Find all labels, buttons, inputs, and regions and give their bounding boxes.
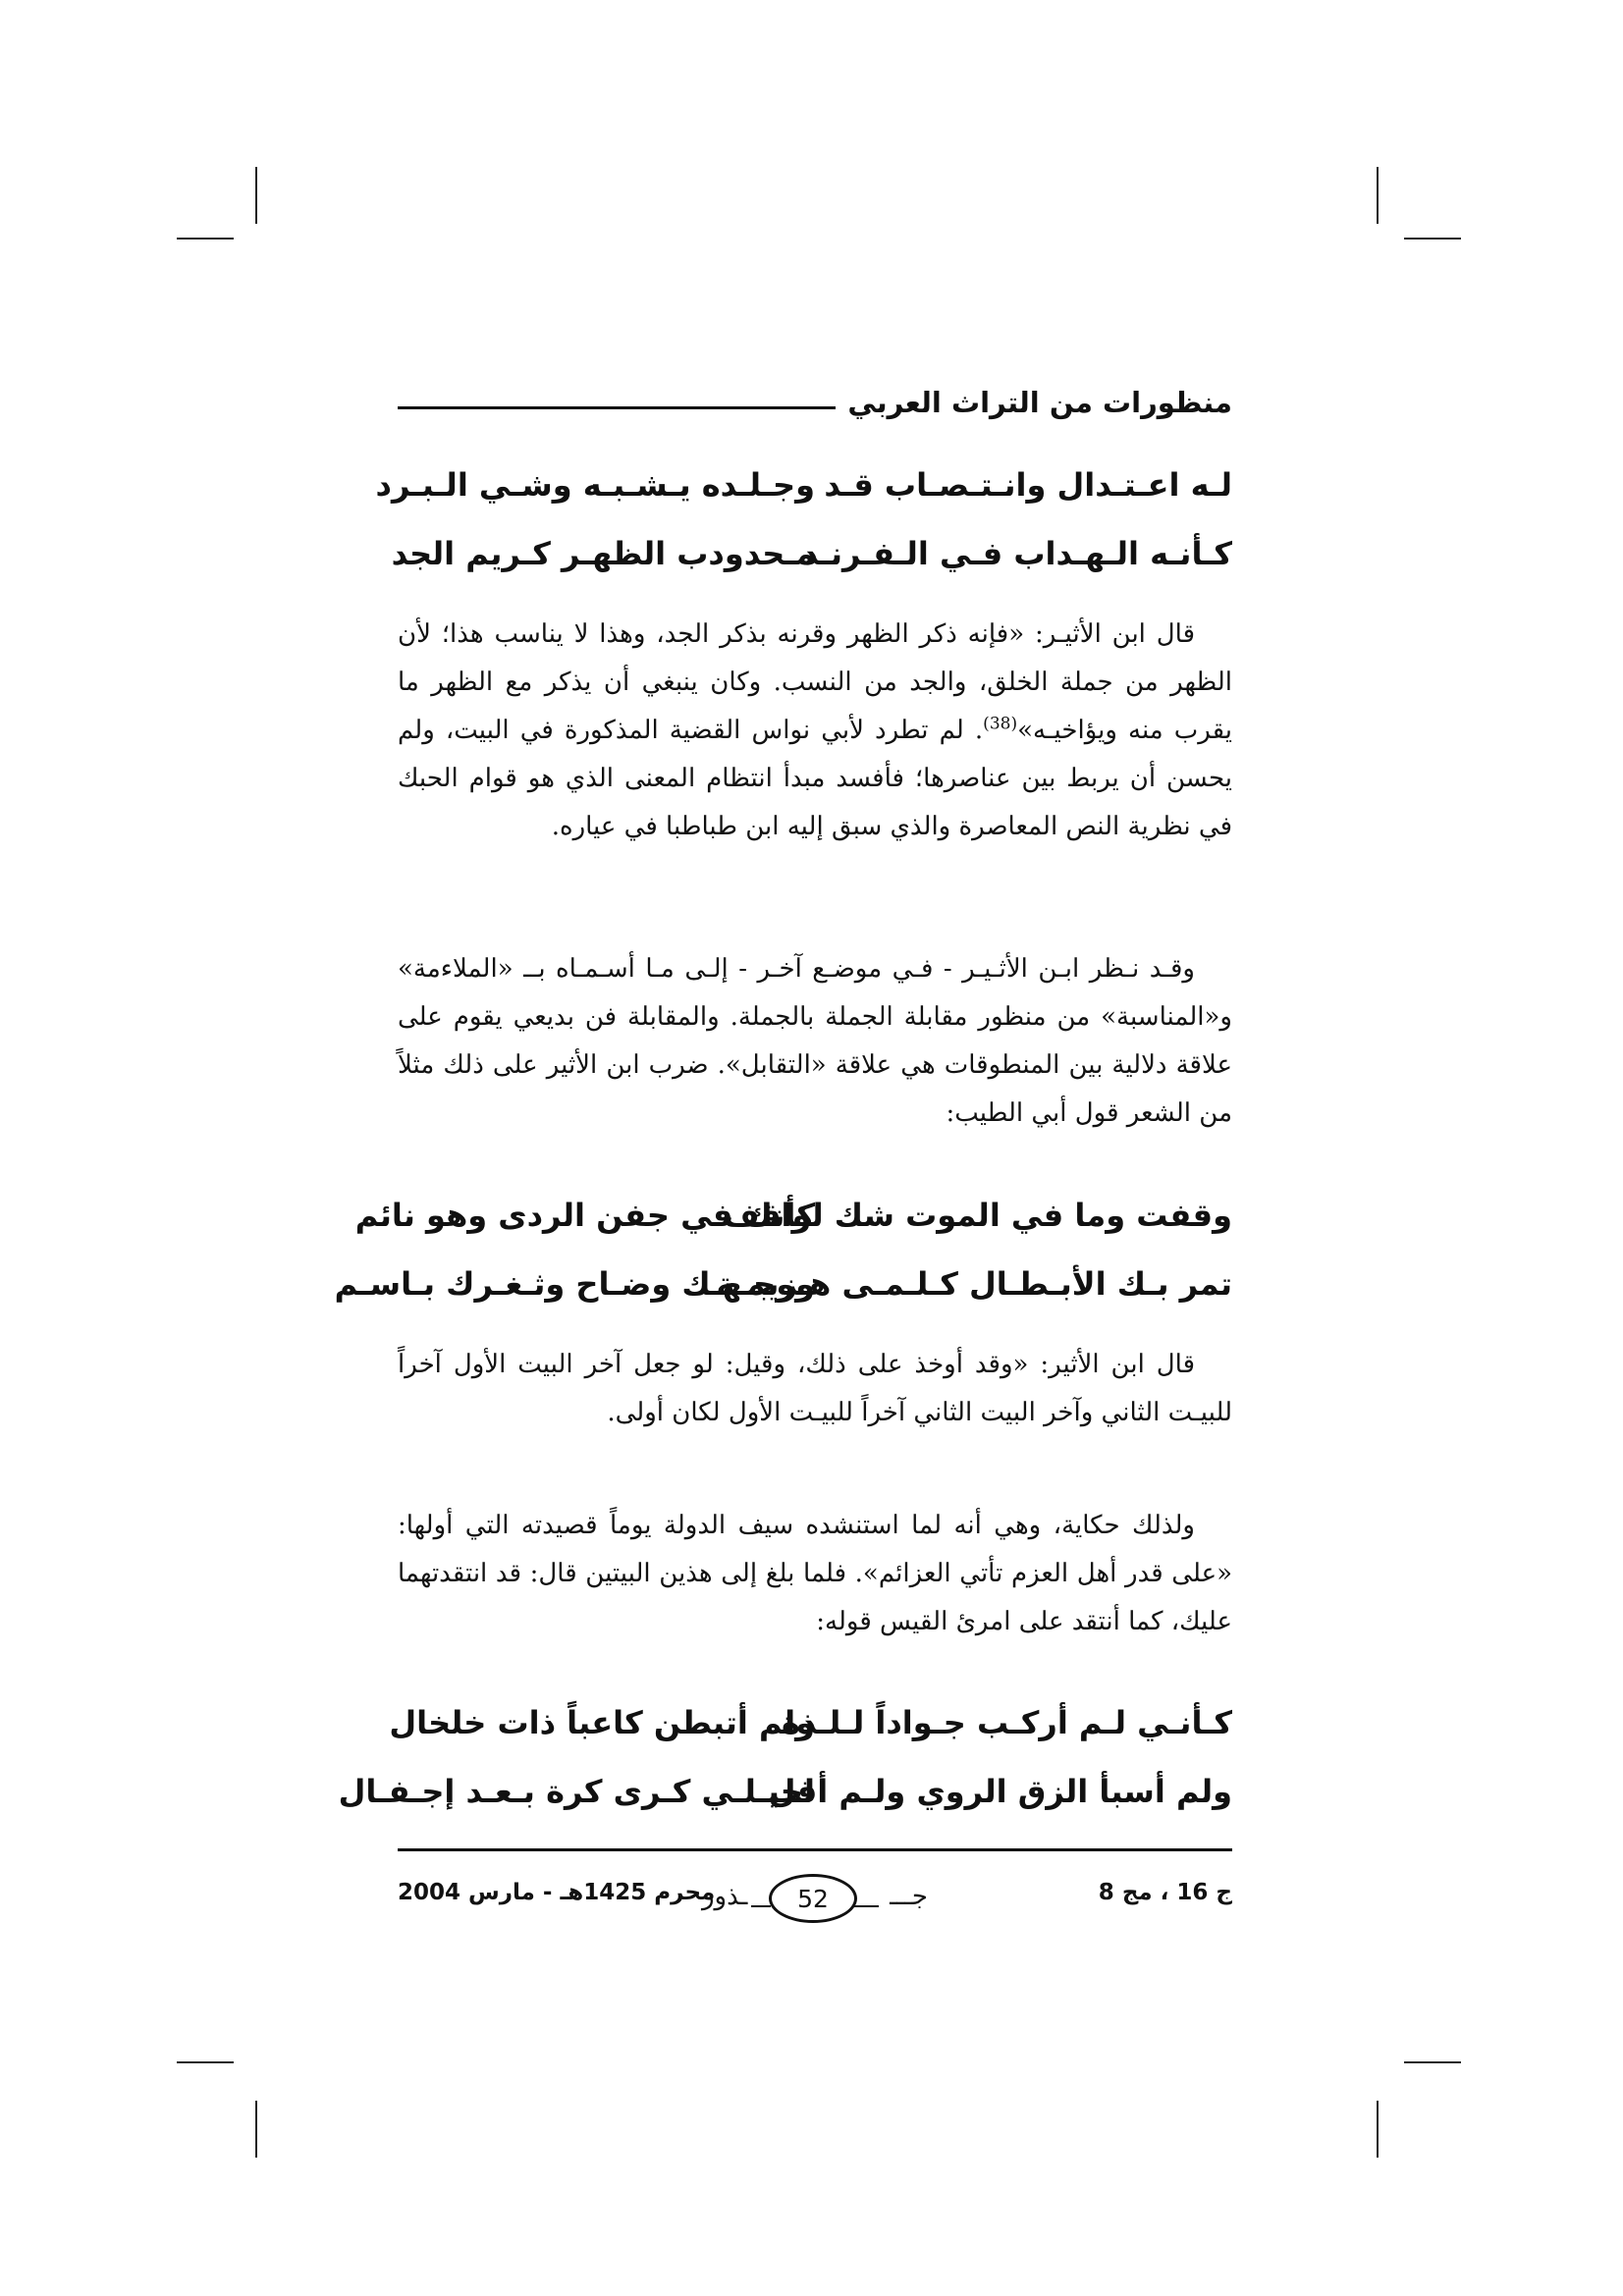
crop-mark [177,2061,234,2063]
header-rule [398,406,836,409]
page-number: 52 [769,1874,857,1923]
verse-second-hemistich: ووجـهـك وضـاح وثـغـرك بـاسـم [334,1265,815,1303]
volume-issue: ج 16 ، مج 8 [1098,1880,1232,1905]
verse-line [338,1760,1232,1823]
running-header [398,373,1232,432]
issue-date: محرم 1425هـ - مارس 2004 [398,1880,716,1905]
verse-first-hemistich: تمر بـك الأبـطـال كـلـمـى هـزيمـة [716,1265,1232,1303]
magazine-name-start: جـــ [890,1882,928,1911]
verse-second-hemistich: ولم أتبطن كاعباً ذات خلخال [389,1704,815,1741]
crop-mark [1377,2101,1379,2158]
logo-line [751,1905,771,1907]
verse-line [375,454,1232,516]
body-paragraph [398,611,1232,851]
paragraph-text: قال ابن الأثيـر: «فإنه ذكر الظهر وقرنه بذكر الجد، وهذا لا يناسب هذا؛ لأن الظهر من جملة الخلق، والجد من النسب. وكان ينبغي أن يذكر مع الظهر ما يقرب منه ويؤاخيـه» [398,619,1233,745]
verse-line [334,1253,1232,1315]
page-footer [398,1870,1232,1929]
body-paragraph: ولذلك حكاية، وهي أنه لما استنشده سيف الدولة يوماً قصيدته التي أولها: «على قدر أهل العزم تأتي العزائم». فلما بلغ إلى هذين البيتين قال: قد انتقدتهما عليك، كما أنتقد على امرئ القيس قوله: [398,1511,1232,1636]
verse-first-hemistich: ولم أسبأ الزق الروي ولـم أقل [768,1773,1232,1810]
paragraph-text: . لم تطرد لأبي نواس القضية المذكورة في البيت، ولم يحسن أن يربط بين عناصرها؛ فأفسد مبدأ انتظام المعنى الذي هو قوام الحبك في نظرية النص المعاصرة والذي سبق إليه ابن طباطبا في عياره. [398,716,1232,841]
header-title: منظورات من التراث العربي [847,386,1232,419]
crop-mark [255,167,257,224]
crop-mark [1377,167,1379,224]
body-paragraph: وقـد نـظر ابـن الأثـيـر - فـي موضـع آخـر - إلـى مـا أسـمـاه بــ «الملاءمة» و«المناسبة» من منظور مقابلة الجملة بالجملة. والمقابلة فن بديعي يقوم على علاقة دلالية بين المنطوقات هي علاقة «التقابل». ضرب ابن الأثير على ذلك مثلاً من الشعر قول أبي الطيب: [398,954,1232,1128]
verse-first-hemistich: كـأنـه الـهـداب فـي الـفـرنـد [801,535,1232,572]
verse-first-hemistich: لـه اعـتـدال وانـتـصـاب قـد [824,466,1232,504]
verse-first-hemistich: كـأنـي لـم أركـب جـواداً لـلـذة [781,1704,1232,1741]
verse-line [389,1691,1232,1754]
crop-mark [255,2101,257,2158]
document-page [334,373,1233,1944]
verse-line [391,522,1232,585]
crop-mark [1404,2061,1461,2063]
verse-first-hemistich: وقفت وما في الموت شك لواقف [723,1197,1232,1234]
footnote-marker[interactable]: (38) [983,714,1018,734]
crop-mark [177,238,234,240]
body-paragraph: قال ابن الأثير: «وقد أوخذ على ذلك، وقيل: لو جعل آخر البيت الأول آخراً للبيـت الثاني وآخر البيت الثاني آخراً للبيـت الأول لكان أولى. [398,1350,1232,1427]
verse-second-hemistich: مـحدودب الظهـر كـريم الجد [391,535,815,572]
verse-second-hemistich: لخيـلـي كـرى كرة بـعـد إجـفـال [338,1773,815,1810]
magazine-name-end: ـذور [702,1882,748,1911]
verse-second-hemistich: كأنك في جفن الردى وهو نائم [354,1197,815,1234]
footer-rule [398,1848,1232,1851]
verse-second-hemistich: وجـلـده يـشـبـه وشـي الـبـرد [375,466,815,504]
verse-line [354,1184,1232,1247]
magazine-logo [702,1870,928,1929]
crop-mark [1404,238,1461,240]
